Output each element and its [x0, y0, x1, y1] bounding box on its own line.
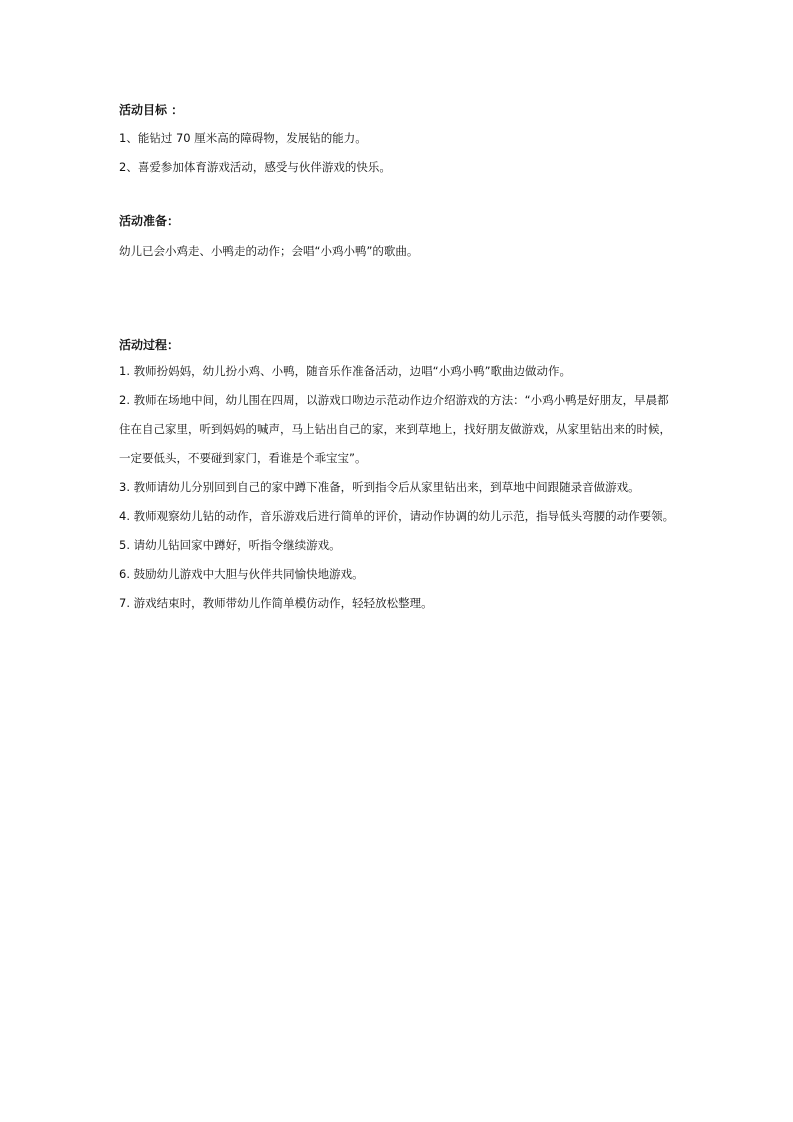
process-step: 4. 教师观察幼儿钻的动作，音乐游戏后进行简单的评价，请动作协调的幼儿示范，指导低头弯腰的动作要领。 — [119, 509, 675, 523]
process-step: 3. 教师请幼儿分别回到自己的家中蹲下准备，听到指令后从家里钻出来，到草地中间跟随录音做游戏。 — [119, 480, 640, 494]
goals-item: 2、喜爱参加体育游戏活动，感受与伙伴游戏的快乐。 — [119, 160, 391, 174]
process-step: 5. 请幼儿钻回家中蹲好，听指令继续游戏。 — [119, 538, 341, 552]
process-step: 6. 鼓励幼儿游戏中大胆与伙伴共同愉快地游戏。 — [119, 567, 364, 581]
goals-heading: 活动目标 ： — [119, 103, 184, 117]
process-step: 7. 游戏结束时，教师带幼儿作简单模仿动作，轻轻放松整理。 — [119, 596, 433, 610]
prep-heading: 活动准备： — [119, 214, 180, 228]
document-content — [119, 100, 679, 618]
process-step: 2. 教师在场地中间，幼儿围在四周，以游戏口吻边示范动作边介绍游戏的方法：“小鸡小鸭是好朋友，早晨都住在自己家里，听到妈妈的喊声，马上钻出自己的家，来到草地上，找好朋友做游戏，从家里钻出来的时候，一定要低头，不要碰到家门，看谁是个乖宝宝”。 — [119, 393, 671, 465]
process-step: 1. 教师扮妈妈，幼儿扮小鸡、小鸭，随音乐作准备活动，边唱“小鸡小鸭”歌曲边做动作。 — [119, 364, 572, 378]
goals-item: 1、能钻过 70 厘米高的障碍物，发展钻的能力。 — [119, 131, 367, 145]
prep-list — [119, 237, 679, 266]
process-list — [119, 357, 679, 618]
process-heading: 活动过程： — [119, 338, 180, 352]
prep-item: 幼儿已会小鸡走、小鸭走的动作；会唱“小鸡小鸭”的歌曲。 — [119, 244, 419, 258]
goals-list — [119, 124, 679, 182]
